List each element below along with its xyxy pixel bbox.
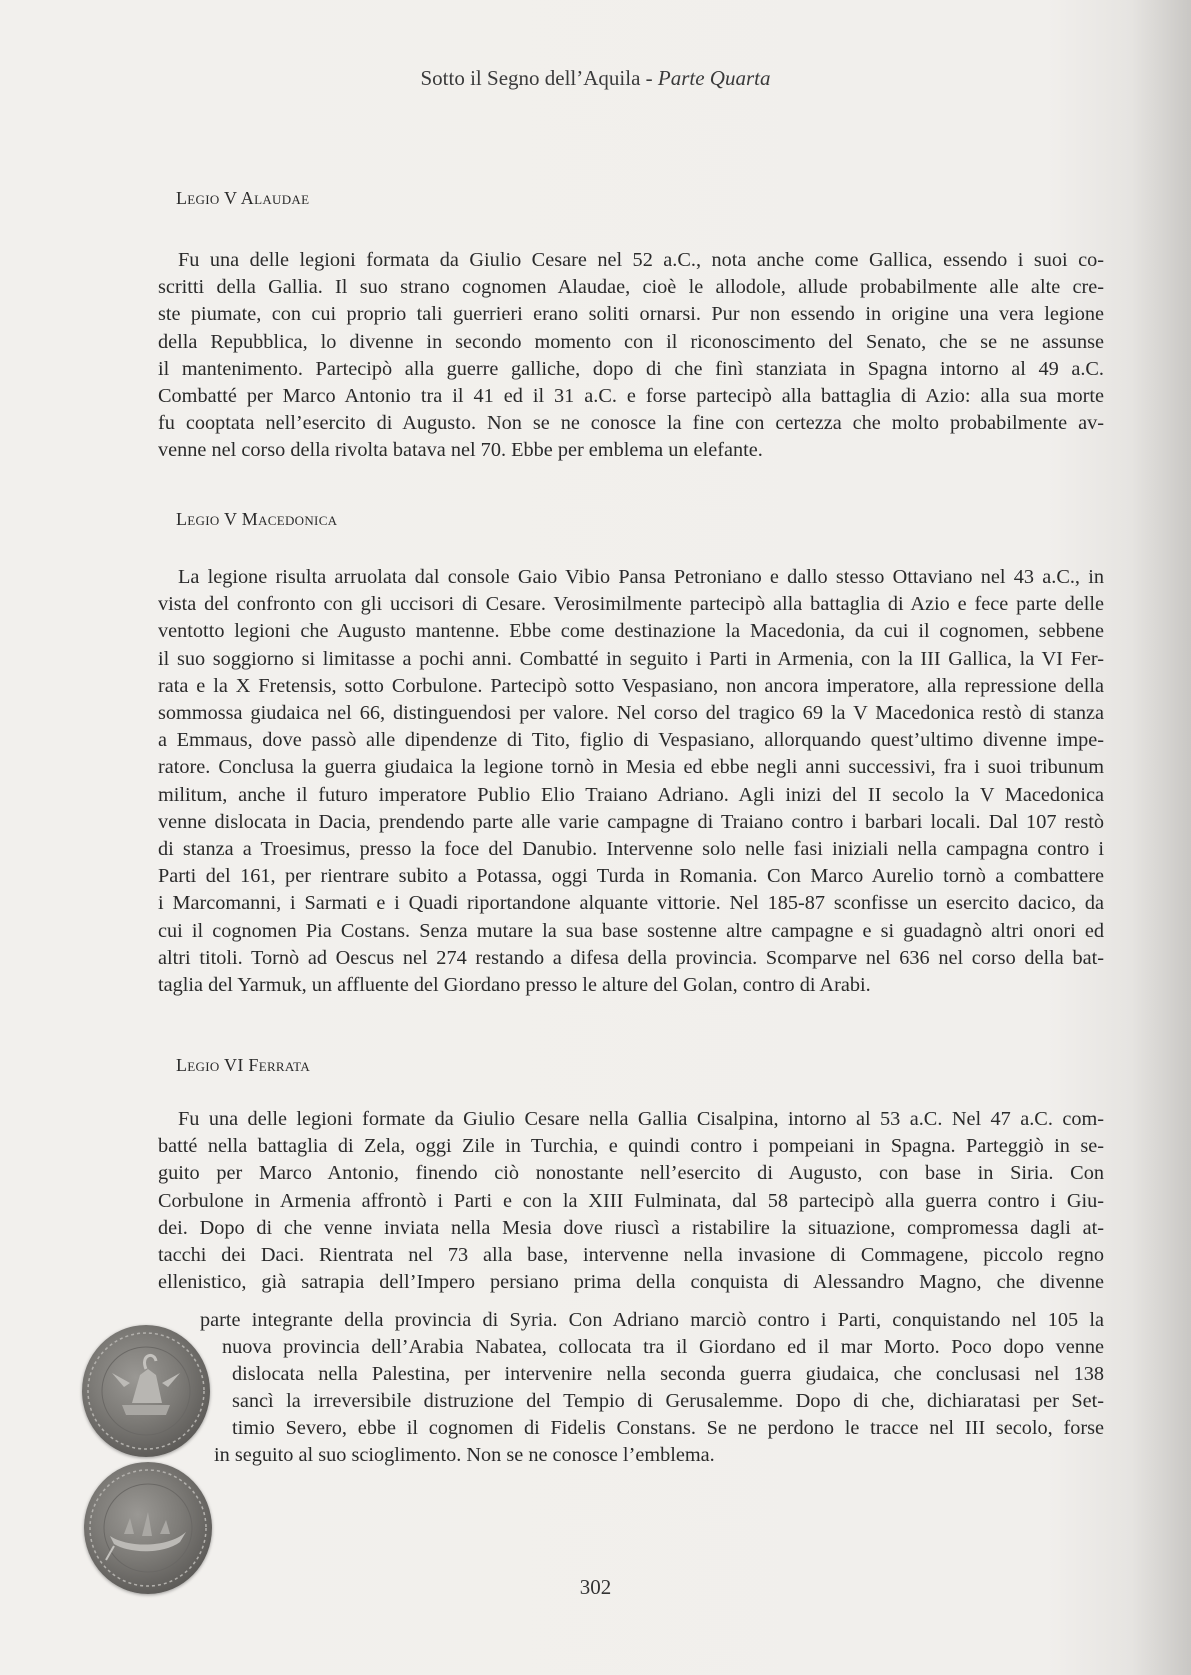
text-line: tacchi dei Daci. Rientrata nel 73 alla base, intervenne nella invasione di Commagene, piccolo regno xyxy=(158,1244,1104,1267)
text-line: taglia del Yarmuk, un affluente del Giordano presso le alture del Golan, contro di Arabi. xyxy=(158,974,871,997)
text-line: rata e la X Fretensis, sotto Corbulone. Partecipò sotto Vespasiano, non ancora imperatore, alla repressione della xyxy=(158,674,1104,697)
text-line: vista del confronto con gli uccisori di Cesare. Verosimilmente partecipò alla battaglia di Azio e fece parte delle xyxy=(158,593,1104,616)
text-line: ratore. Conclusa la guerra giudaica la legione tornò in Mesia ed ebbe negli anni successivi, fra i suoi tribunum xyxy=(158,756,1104,779)
running-head xyxy=(0,66,1191,91)
text-line: Corbulone in Armenia affrontò i Parti e con la XIII Fulminata, dal 58 partecipò alla guerra contro i Giu- xyxy=(158,1189,1104,1212)
text-line: ste piumate, con cui proprio tali guerrieri erano soliti ornarsi. Pur non essendo in origine una vera legione xyxy=(158,303,1104,326)
text-line: timio Severo, ebbe il cognomen di Fidelis Constans. Se ne perdono le tracce nel III secolo, forse xyxy=(232,1417,1104,1439)
text-line: Fu una delle legioni formate da Giulio Cesare nella Gallia Cisalpina, intorno al 53 a.C. Nel 47 a.C. com- xyxy=(178,1108,1104,1130)
section-body-macedonica xyxy=(158,564,1104,999)
text-line: venne dislocata in Dacia, prendendo parte alle varie campagne di Traiano contro i barbari locali. Dal 107 restò xyxy=(158,810,1104,833)
text-line: sancì la irreversibile distruzione del Tempio di Gerusalemme. Dopo di che, dichiaratasi per Set- xyxy=(232,1390,1104,1412)
text-line: Fu una delle legioni formata da Giulio Cesare nel 52 a.C., nota anche come Gallica, essendo i suoi co- xyxy=(178,249,1104,271)
text-line: Parti del 161, per rientrare subito a Potassa, oggi Turda in Romania. Con Marco Aurelio tornò a combattere xyxy=(158,865,1104,888)
text-line: cui il cognomen Pia Costans. Senza mutare la sua base sostenne altre campagne e si guadagnò altri onori ed xyxy=(158,919,1104,942)
text-line: della Repubblica, lo divenne in secondo momento con il riconoscimento del Senato, che se ne assunse xyxy=(158,330,1104,353)
text-line: fu cooptata nell’esercito di Augusto. Non se ne conosce la fine con certezza che molto probabilmente av- xyxy=(158,412,1104,435)
text-line: in seguito al suo scioglimento. Non se ne conosce l’emblema. xyxy=(214,1444,715,1466)
text-line: il suo soggiorno si limitasse a pochi anni. Combatté in seguito i Parti in Armenia, con la III Gallica, la VI Fer- xyxy=(158,647,1104,670)
wrapped-line xyxy=(232,1388,1104,1415)
text-line: scritti della Gallia. Il suo strano cognomen Alaudae, cioè le allodole, allude probabilmente alle alte cre- xyxy=(158,276,1104,299)
section-title-macedonica: Legio V Macedonica xyxy=(176,509,338,529)
section-body-ferrata xyxy=(158,1106,1104,1296)
text-line: altri titoli. Tornò ad Oescus nel 274 restando a difesa della provincia. Scomparve nel 636 nel corso della bat- xyxy=(158,946,1104,969)
text-line: a Emmaus, dove passò alle dipendenze di Tito, figlio di Vespasiano, allorquando quest’ultimo divenne impe- xyxy=(158,729,1104,752)
text-line: dislocata nella Palestina, per intervenire nella seconda guerra giudaica, che conclusasi nel 138 xyxy=(232,1363,1104,1385)
text-line: ellenistico, già satrapia dell’Impero persiano prima della conquista di Alessandro Magno, che divenne xyxy=(158,1271,1104,1294)
text-line: guito per Marco Antonio, finendo ciò nonostante nell’esercito di Augusto, con base in Siria. Con xyxy=(158,1162,1104,1185)
text-line: parte integrante della provincia di Syria. Con Adriano marciò contro i Parti, conquistando nel 105 la xyxy=(200,1309,1104,1331)
text-line: sommossa giudaica nel 66, distinguendosi per valore. Nel corso del tragico 69 la V Macedonica restò di stanza xyxy=(158,702,1104,725)
text-line: militum, anche il futuro imperatore Publio Elio Traiano Adriano. Agli inizi del II secolo la V Macedonica xyxy=(158,783,1104,806)
wrapped-line xyxy=(222,1334,1104,1361)
running-title-part: Parte Quarta xyxy=(657,66,771,90)
text-line: dei. Dopo di che venne inviata nella Mesia dove riuscì a ristabilire la situazione, compromessa dagli at- xyxy=(158,1216,1104,1239)
text-line: La legione risulta arruolata dal console Gaio Vibio Pansa Petroniano e dallo stesso Ottaviano nel 43 a.C., in xyxy=(178,566,1104,588)
coin-obverse-relief xyxy=(82,1325,210,1457)
running-title: Sotto il Segno dell’Aquila - xyxy=(420,66,658,90)
text-line: il mantenimento. Partecipò alla guerre galliche, dopo di che finì stanziata in Spagna intorno al 49 a.C. xyxy=(158,357,1104,380)
text-line: nuova provincia dell’Arabia Nabatea, collocata tra il Giordano ed il mar Morto. Poco dopo venne xyxy=(222,1336,1104,1358)
wrapped-line xyxy=(232,1361,1104,1388)
section-body-alaudae xyxy=(158,247,1104,465)
text-line: Combatté per Marco Antonio tra il 41 ed il 31 a.C. e forse partecipò alla battaglia di Azio: alla sua morte xyxy=(158,385,1104,408)
wrapped-line xyxy=(200,1307,1104,1334)
section-title-alaudae: Legio V Alaudae xyxy=(176,188,310,208)
wrapped-line xyxy=(214,1442,1104,1469)
wrapped-line xyxy=(232,1415,1104,1442)
section-title-ferrata: Legio VI Ferrata xyxy=(176,1055,311,1075)
text-line: venne nel corso della rivolta batava nel 70. Ebbe per emblema un elefante. xyxy=(158,439,763,462)
page-number: 302 xyxy=(579,1575,612,1599)
coin-obverse-image xyxy=(82,1325,210,1457)
text-line: i Marcomanni, i Sarmati e i Quadi riportandone alquante vittorie. Nel 185-87 sconfisse un esercito dacico, da xyxy=(158,892,1104,915)
text-line: di stanza a Troesimus, presso la foce del Danubio. Intervenne solo nelle fasi iniziali nella campagna contro i xyxy=(158,838,1104,861)
text-line: batté nella battaglia di Zela, oggi Zile in Turchia, e quindi contro i pompeiani in Spagna. Parteggiò in se- xyxy=(158,1135,1104,1158)
text-line: ventotto legioni che Augusto mantenne. Ebbe come destinazione la Macedonia, da cui il cognomen, sebbene xyxy=(158,620,1104,643)
